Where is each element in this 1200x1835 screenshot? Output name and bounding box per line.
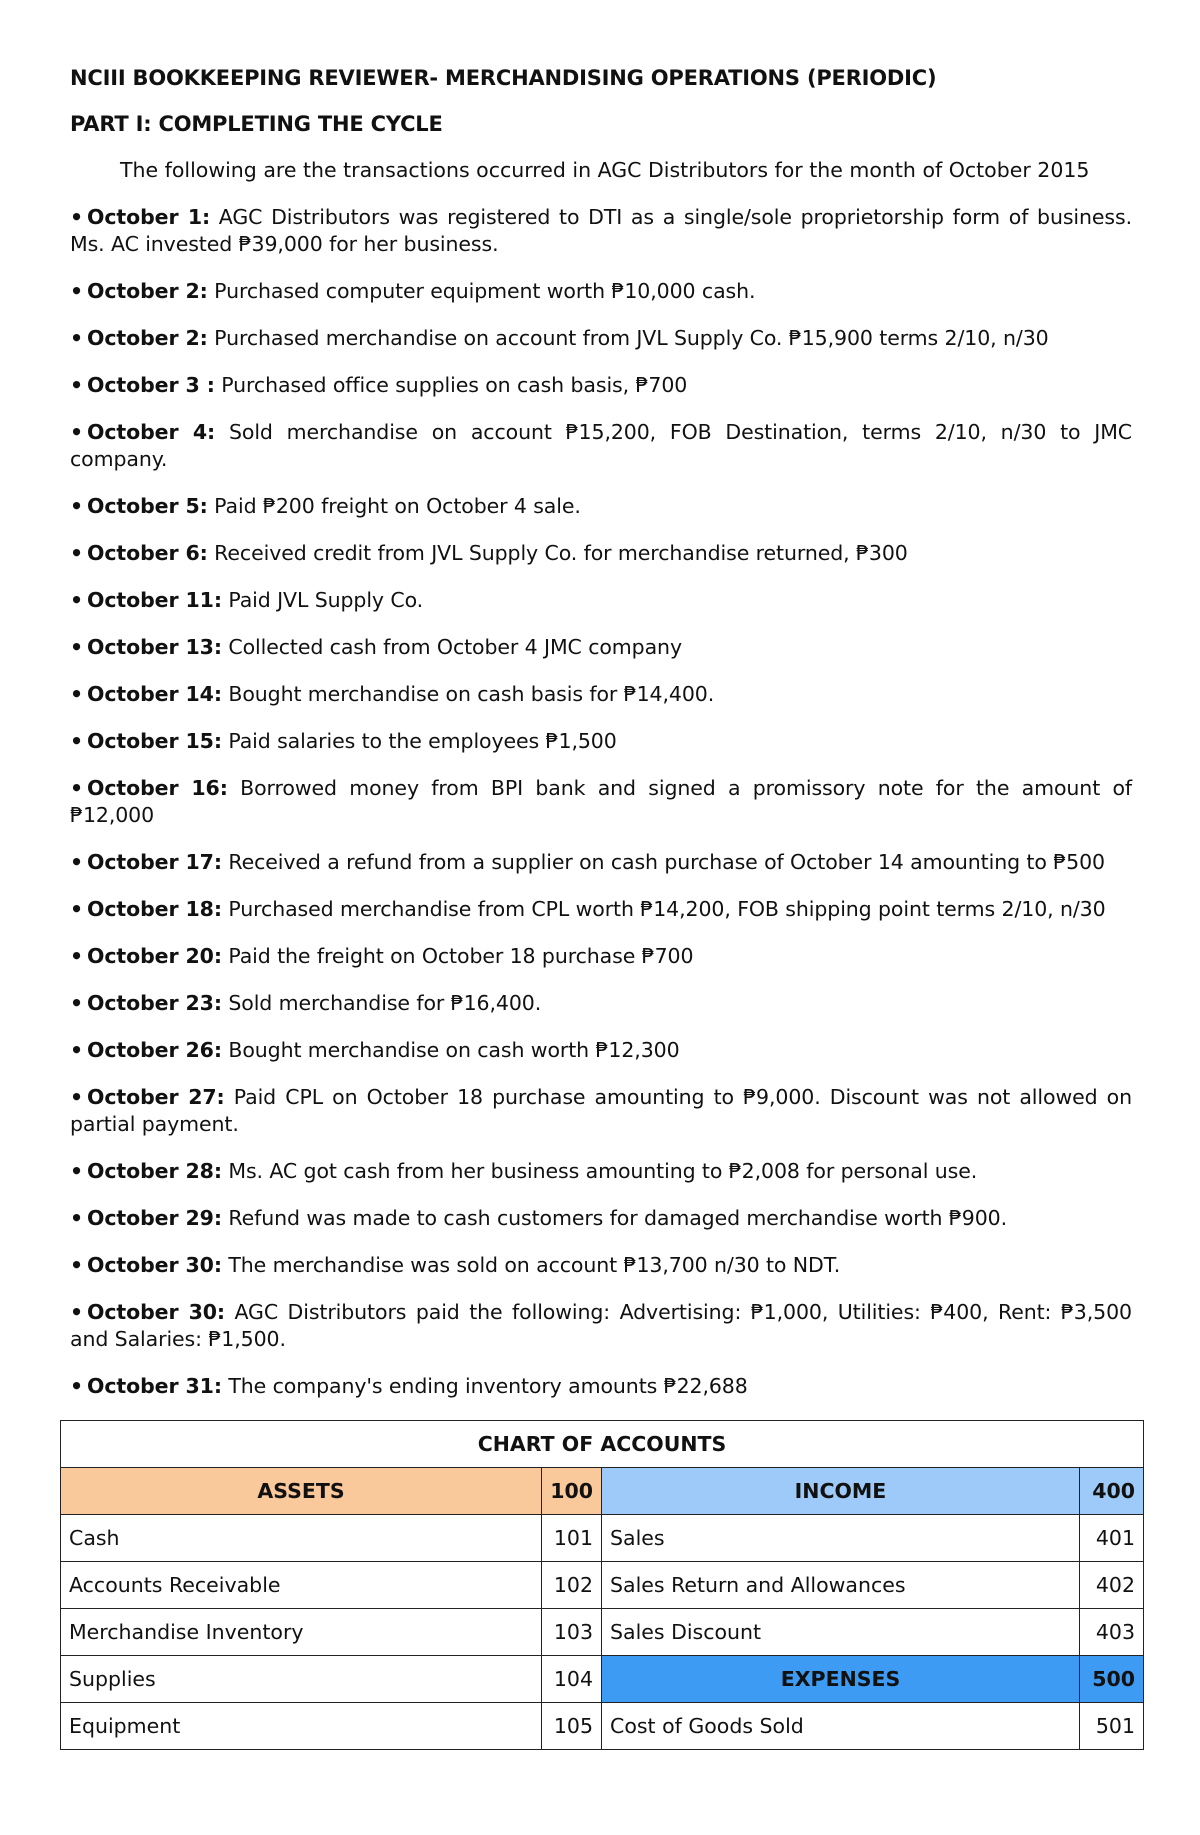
- transaction-text: Paid CPL on October 18 purchase amounting to ₱9,000. Discount was not allowed on partial payment.: [70, 1085, 1133, 1136]
- account-code: 103: [542, 1609, 602, 1656]
- transaction-date: October 30:: [87, 1253, 222, 1277]
- table-row: [61, 1656, 1144, 1703]
- transaction-date: October 27:: [87, 1085, 225, 1109]
- transaction-text: Received credit from JVL Supply Co. for merchandise returned, ₱300: [207, 541, 908, 565]
- account-name: Sales: [602, 1515, 1080, 1562]
- transaction-text: The merchandise was sold on account ₱13,700 n/30 to NDT.: [221, 1253, 841, 1277]
- account-name: Cost of Goods Sold: [602, 1703, 1080, 1750]
- bullet-marker: •: [70, 729, 84, 753]
- transaction-date: October 2:: [87, 326, 208, 350]
- transaction-item: [70, 493, 1132, 520]
- bullet-marker: •: [70, 1253, 84, 1277]
- transaction-item: [70, 1205, 1132, 1232]
- transaction-list: [70, 204, 1132, 1400]
- bullet-marker: •: [70, 1206, 84, 1230]
- transaction-text: Collected cash from October 4 JMC company: [221, 635, 682, 659]
- account-code: 402: [1080, 1562, 1144, 1609]
- bullet-marker: •: [70, 776, 84, 800]
- transaction-item: [70, 1158, 1132, 1185]
- transaction-text: Paid ₱200 freight on October 4 sale.: [207, 494, 581, 518]
- transaction-text: Ms. AC got cash from her business amounting to ₱2,008 for personal use.: [221, 1159, 978, 1183]
- bullet-marker: •: [70, 897, 84, 921]
- table-row: [61, 1703, 1144, 1750]
- expenses-header: EXPENSES: [602, 1656, 1080, 1703]
- transaction-date: October 31:: [87, 1374, 222, 1398]
- chart-of-accounts-title: CHART OF ACCOUNTS: [61, 1421, 1144, 1468]
- transaction-item: [70, 775, 1132, 829]
- bullet-marker: •: [70, 1300, 84, 1324]
- income-header: INCOME: [602, 1468, 1080, 1515]
- transaction-date: October 13:: [87, 635, 222, 659]
- transaction-date: October 1:: [87, 205, 211, 229]
- account-name: Cash: [61, 1515, 542, 1562]
- bullet-marker: •: [70, 326, 84, 350]
- transaction-item: [70, 204, 1132, 258]
- transaction-text: Bought merchandise on cash basis for ₱14,400.: [221, 682, 715, 706]
- transaction-item: [70, 587, 1132, 614]
- bullet-marker: •: [70, 494, 84, 518]
- bullet-marker: •: [70, 541, 84, 565]
- transaction-item: [70, 1252, 1132, 1279]
- transaction-date: October 28:: [87, 1159, 222, 1183]
- bullet-marker: •: [70, 944, 84, 968]
- transaction-text: Purchased merchandise on account from JVL Supply Co. ₱15,900 terms 2/10, n/30: [207, 326, 1049, 350]
- transaction-date: October 29:: [87, 1206, 222, 1230]
- transaction-item: [70, 634, 1132, 661]
- account-name: Sales Return and Allowances: [602, 1562, 1080, 1609]
- transaction-date: October 30:: [87, 1300, 225, 1324]
- transaction-item: [70, 325, 1132, 352]
- part-title: PART I: COMPLETING THE CYCLE: [70, 112, 443, 136]
- assets-header: ASSETS: [61, 1468, 542, 1515]
- account-code: 105: [542, 1703, 602, 1750]
- transaction-item: [70, 419, 1132, 473]
- bullet-marker: •: [70, 420, 84, 444]
- bullet-marker: •: [70, 991, 84, 1015]
- transaction-text: Paid JVL Supply Co.: [221, 588, 424, 612]
- account-code: 104: [542, 1656, 602, 1703]
- transaction-item: [70, 1037, 1132, 1064]
- transaction-item: [70, 1299, 1132, 1353]
- transaction-item: [70, 896, 1132, 923]
- transaction-item: [70, 1084, 1132, 1138]
- transaction-item: [70, 372, 1132, 399]
- transaction-date: October 14:: [87, 682, 222, 706]
- chart-of-accounts-table: [60, 1420, 1144, 1750]
- transaction-item: [70, 990, 1132, 1017]
- account-name: Equipment: [61, 1703, 542, 1750]
- account-code: 102: [542, 1562, 602, 1609]
- transaction-date: October 6:: [87, 541, 208, 565]
- bullet-marker: •: [70, 850, 84, 874]
- transaction-text: Sold merchandise for ₱16,400.: [221, 991, 542, 1015]
- transaction-text: Received a refund from a supplier on cash purchase of October 14 amounting to ₱500: [221, 850, 1105, 874]
- transaction-date: October 20:: [87, 944, 222, 968]
- transaction-date: October 4:: [87, 420, 216, 444]
- transaction-text: Bought merchandise on cash worth ₱12,300: [221, 1038, 680, 1062]
- transaction-text: Paid the freight on October 18 purchase ₱700: [221, 944, 694, 968]
- account-code: 401: [1080, 1515, 1144, 1562]
- bullet-marker: •: [70, 205, 84, 229]
- bullet-marker: •: [70, 635, 84, 659]
- account-name: Sales Discount: [602, 1609, 1080, 1656]
- transaction-date: October 26:: [87, 1038, 222, 1062]
- bullet-marker: •: [70, 1038, 84, 1062]
- transaction-item: [70, 278, 1132, 305]
- document-page: [70, 66, 1132, 1420]
- transaction-date: October 17:: [87, 850, 222, 874]
- account-name: Supplies: [61, 1656, 542, 1703]
- transaction-text: Sold merchandise on account ₱15,200, FOB Destination, terms 2/10, n/30 to JMC company.: [70, 420, 1132, 471]
- bullet-marker: •: [70, 373, 84, 397]
- table-row: [61, 1562, 1144, 1609]
- transaction-text: Purchased office supplies on cash basis, ₱700: [214, 373, 688, 397]
- assets-code: 100: [542, 1468, 602, 1515]
- intro-text: The following are the transactions occurred in AGC Distributors for the month of October 2015: [120, 158, 1090, 182]
- transaction-text: Refund was made to cash customers for damaged merchandise worth ₱900.: [221, 1206, 1008, 1230]
- transaction-text: Purchased computer equipment worth ₱10,000 cash.: [207, 279, 756, 303]
- transaction-date: October 23:: [87, 991, 222, 1015]
- bullet-marker: •: [70, 588, 84, 612]
- bullet-marker: •: [70, 279, 84, 303]
- expenses-code: 500: [1080, 1656, 1144, 1703]
- transaction-item: [70, 681, 1132, 708]
- bullet-marker: •: [70, 1374, 84, 1398]
- transaction-date: October 5:: [87, 494, 208, 518]
- table-row: [61, 1609, 1144, 1656]
- transaction-item: [70, 943, 1132, 970]
- transaction-date: October 2:: [87, 279, 208, 303]
- transaction-item: [70, 849, 1132, 876]
- account-code: 101: [542, 1515, 602, 1562]
- document-title: NCIII BOOKKEEPING REVIEWER- MERCHANDISING OPERATIONS (PERIODIC): [70, 66, 937, 90]
- account-code: 501: [1080, 1703, 1144, 1750]
- bullet-marker: •: [70, 1085, 84, 1109]
- transaction-text: Purchased merchandise from CPL worth ₱14,200, FOB shipping point terms 2/10, n/30: [221, 897, 1106, 921]
- transaction-item: [70, 728, 1132, 755]
- bullet-marker: •: [70, 1159, 84, 1183]
- account-code: 403: [1080, 1609, 1144, 1656]
- transaction-text: AGC Distributors was registered to DTI as a single/sole proprietorship form of business. Ms. AC invested ₱39,000 for her business.: [70, 205, 1133, 256]
- transaction-date: October 3 :: [87, 373, 215, 397]
- table-row: [61, 1515, 1144, 1562]
- transaction-text: Borrowed money from BPI bank and signed a promissory note for the amount of ₱12,000: [70, 776, 1133, 827]
- bullet-marker: •: [70, 682, 84, 706]
- account-name: Accounts Receivable: [61, 1562, 542, 1609]
- transaction-date: October 18:: [87, 897, 222, 921]
- transaction-text: The company's ending inventory amounts ₱22,688: [221, 1374, 748, 1398]
- account-name: Merchandise Inventory: [61, 1609, 542, 1656]
- transaction-text: AGC Distributors paid the following: Advertising: ₱1,000, Utilities: ₱400, Rent: ₱3,500 and Salaries: ₱1,500.: [70, 1300, 1132, 1351]
- transaction-item: [70, 1373, 1132, 1400]
- transaction-text: Paid salaries to the employees ₱1,500: [221, 729, 617, 753]
- income-code: 400: [1080, 1468, 1144, 1515]
- transaction-date: October 16:: [87, 776, 228, 800]
- transaction-date: October 11:: [87, 588, 222, 612]
- transaction-date: October 15:: [87, 729, 222, 753]
- transaction-item: [70, 540, 1132, 567]
